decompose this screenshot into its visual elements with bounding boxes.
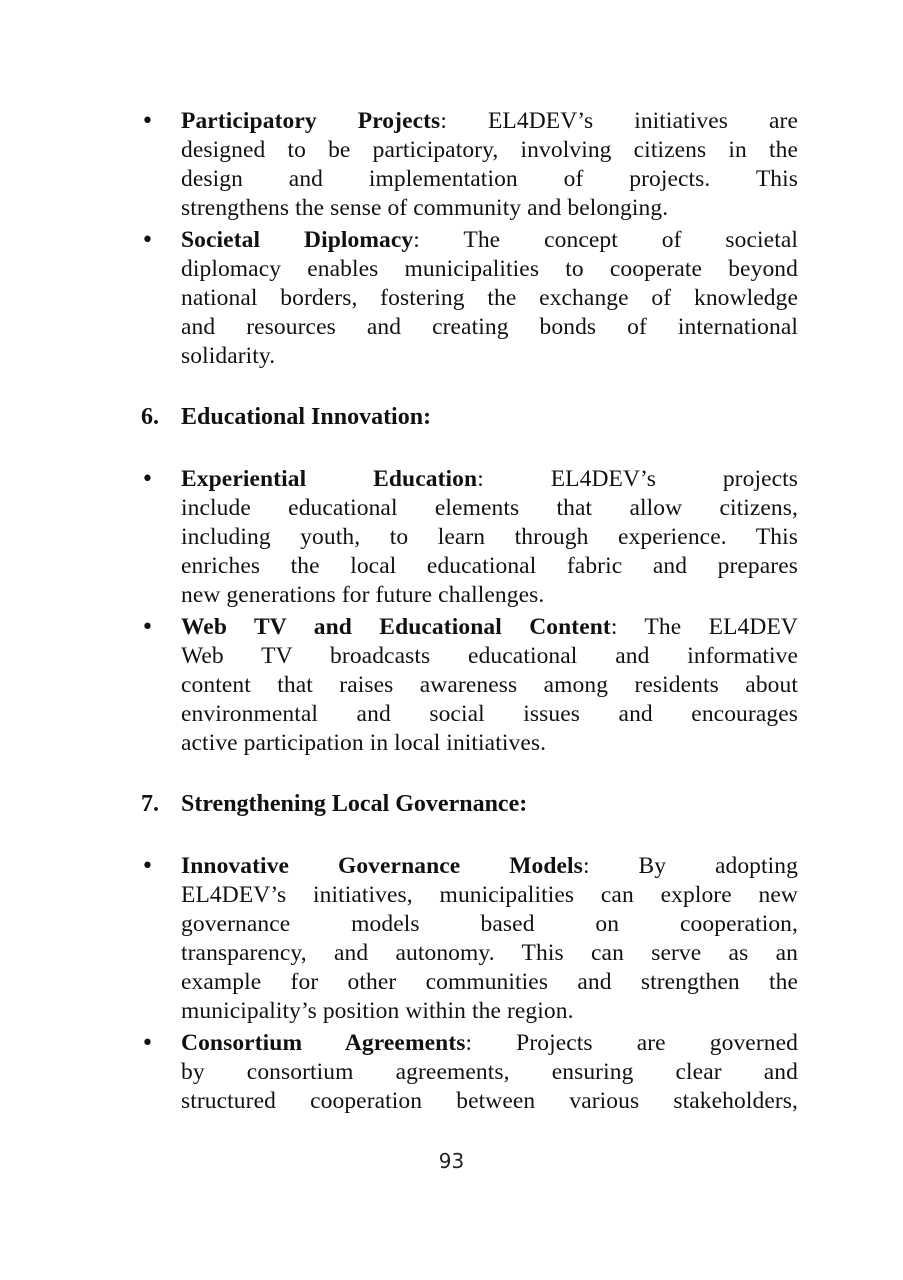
bullet-icon: • bbox=[141, 228, 154, 253]
list-item-line: transparency, and autonomy. This can serve as an bbox=[181, 940, 798, 966]
section-number: 6. bbox=[141, 404, 159, 430]
list-item-line: Web TV and Educational Content: The EL4DEV bbox=[181, 614, 798, 640]
list-item-line: example for other communities and strengthen the bbox=[181, 969, 798, 995]
list-item-term: Innovative Governance Models bbox=[181, 853, 583, 879]
bullet-icon: • bbox=[141, 467, 154, 492]
list-item-term: Experiential Education bbox=[181, 466, 478, 492]
list-item-term: Web TV and Educational Content bbox=[181, 614, 611, 640]
bullet-icon: • bbox=[141, 615, 154, 640]
list-item-line: new generations for future challenges. bbox=[181, 582, 545, 608]
list-item-line: and resources and creating bonds of international bbox=[181, 314, 798, 340]
list-item-term: Consortium Agreements bbox=[181, 1030, 466, 1056]
list-item-line: Experiential Education: EL4DEV’s projects bbox=[181, 466, 799, 492]
list-item-line: national borders, fostering the exchange of knowledge bbox=[181, 285, 798, 311]
list-item-line: Innovative Governance Models: By adopting bbox=[181, 853, 798, 879]
bullet-icon: • bbox=[141, 109, 154, 134]
list-item-line: active participation in local initiatives. bbox=[181, 730, 547, 756]
list-item-line: including youth, to learn through experience. This bbox=[181, 524, 798, 550]
list-item-line: strengthens the sense of community and belonging. bbox=[181, 195, 669, 221]
page-number: 93 bbox=[438, 1149, 465, 1173]
bullet-icon: • bbox=[141, 854, 154, 879]
list-item-line: structured cooperation between various stakeholders, bbox=[181, 1088, 798, 1114]
list-item-line: EL4DEV’s initiatives, municipalities can explore new bbox=[181, 882, 798, 908]
list-item-line: by consortium agreements, ensuring clear and bbox=[181, 1059, 798, 1085]
list-item-line: solidarity. bbox=[181, 343, 276, 369]
section-title: Educational Innovation: bbox=[181, 404, 432, 430]
bullet-icon: • bbox=[141, 1031, 154, 1056]
list-item-line: municipality’s position within the region. bbox=[181, 998, 574, 1024]
section-title: Strengthening Local Governance: bbox=[181, 791, 528, 817]
list-item-line: include educational elements that allow citizens, bbox=[181, 495, 798, 521]
list-item-line: designed to be participatory, involving citizens in the bbox=[181, 137, 798, 163]
list-item-line: enriches the local educational fabric and prepares bbox=[181, 553, 798, 579]
list-item-line: environmental and social issues and encourages bbox=[181, 701, 798, 727]
list-item-term: Participatory Projects bbox=[181, 108, 441, 134]
list-item-term: Societal Diplomacy bbox=[181, 227, 414, 253]
list-item-line: design and implementation of projects. This bbox=[181, 166, 798, 192]
list-item-line: Consortium Agreements: Projects are governed bbox=[181, 1030, 798, 1056]
list-item-line: Web TV broadcasts educational and informative bbox=[181, 643, 798, 669]
list-item-line: content that raises awareness among residents about bbox=[181, 672, 798, 698]
section-heading bbox=[141, 402, 431, 432]
list-item-line: diplomacy enables municipalities to cooperate beyond bbox=[181, 256, 798, 282]
list-item-line: Participatory Projects: EL4DEV’s initiatives are bbox=[181, 108, 798, 134]
list-item-line: Societal Diplomacy: The concept of societal bbox=[181, 227, 798, 253]
list-item-line: governance models based on cooperation, bbox=[181, 911, 798, 937]
section-heading bbox=[141, 789, 527, 819]
section-number: 7. bbox=[141, 791, 159, 817]
